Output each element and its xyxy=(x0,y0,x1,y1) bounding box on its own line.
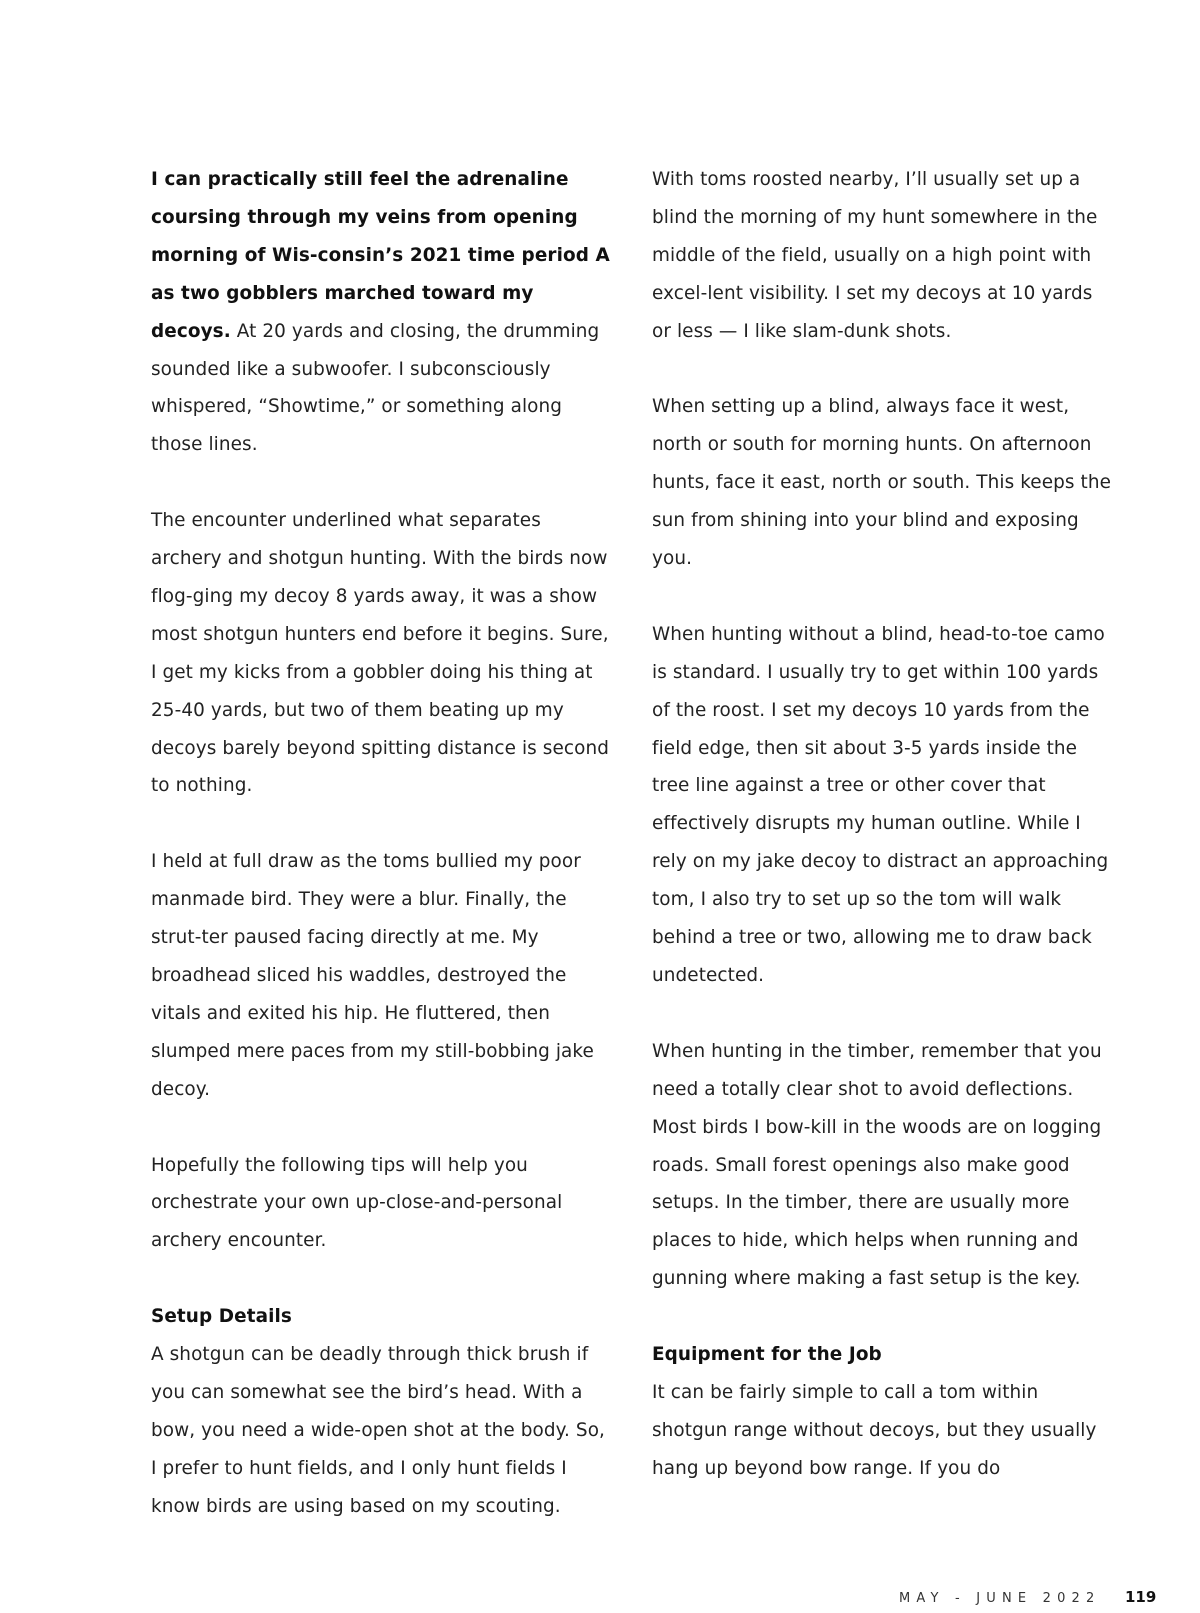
body-paragraph: Hopefully the following tips will help you orchestrate your own up-close-and-personal archery encounter. xyxy=(151,1154,563,1252)
body-paragraph: When hunting without a blind, head-to-toe camo is standard. I usually try to get within 100 yards of the roost. I set my decoys 10 yards from the field edge, then sit about 3-5 yards inside the tree line against a tree or other cover that effectively disrupts my human outline. While I rely on my jake decoy to distract an approaching tom, I also try to set up so the tom will walk behind a tree or two, allowing me to draw back undetected. xyxy=(652,623,1109,986)
lead-paragraph xyxy=(151,161,611,464)
body-paragraph: With toms roosted nearby, I’ll usually set up a blind the morning of my hunt somewhere in the middle of the field, usually on a high point with excel-lent visibility. I set my decoys at 10 yards or less — I like slam-dunk shots. xyxy=(652,169,1098,342)
lead-bold-text: I can practically still feel the adrenaline coursing through my veins from opening morning of Wis-consin’s 2021 time period A as two gobblers marched toward my decoys. xyxy=(151,169,610,342)
issue-date: MAY - JUNE 2022 xyxy=(899,1591,1101,1606)
body-paragraph: I held at full draw as the toms bullied my poor manmade bird. They were a blur. Finally, the strut-ter paused facing directly at me. My broadhead sliced his waddles, destroyed the vitals and exited his hip. He fluttered, then slumped mere paces from my still-bobbing jake decoy. xyxy=(151,851,594,1100)
section-heading: Equipment for the Job xyxy=(652,1344,882,1366)
body-paragraph: When hunting in the timber, remember that you need a totally clear shot to avoid deflections. Most birds I bow-kill in the woods are on logging roads. Small forest openings also make good setups. In the timber, there are usually more places to hide, which helps when running and gunning where making a fast setup is the key. xyxy=(652,1040,1102,1290)
section-block xyxy=(652,1336,1112,1488)
body-paragraph: It can be fairly simple to call a tom within shotgun range without decoys, but they usually hang up beyond bow range. If you do xyxy=(652,1381,1097,1479)
section-heading: Setup Details xyxy=(151,1306,292,1328)
right-column xyxy=(652,161,1112,1488)
left-column xyxy=(151,161,611,1526)
body-paragraph: When setting up a blind, always face it west, north or south for morning hunts. On afternoon hunts, face it east, north or south. This keeps the sun from shining into your blind and exposing you. xyxy=(652,396,1112,570)
lead-body-text: At 20 yards and closing, the drumming sounded like a subwoofer. I subconsciously whispered, “Showtime,” or something along those lines. xyxy=(151,320,600,456)
page-number: 119 xyxy=(1125,1588,1157,1606)
body-paragraph: The encounter underlined what separates archery and shotgun hunting. With the birds now flog-ging my decoy 8 yards away, it was a show most shotgun hunters end before it begins. Sure, I get my kicks from a gobbler doing his thing at 25-40 yards, but two of them beating up my decoys barely beyond spitting distance is second to nothing. xyxy=(151,510,609,797)
section-block xyxy=(151,1298,611,1525)
body-paragraph: A shotgun can be deadly through thick brush if you can somewhat see the bird’s head. With a bow, you need a wide-open shot at the body. So, I prefer to hunt fields, and I only hunt fields I know birds are using based on my scouting. xyxy=(151,1344,605,1517)
